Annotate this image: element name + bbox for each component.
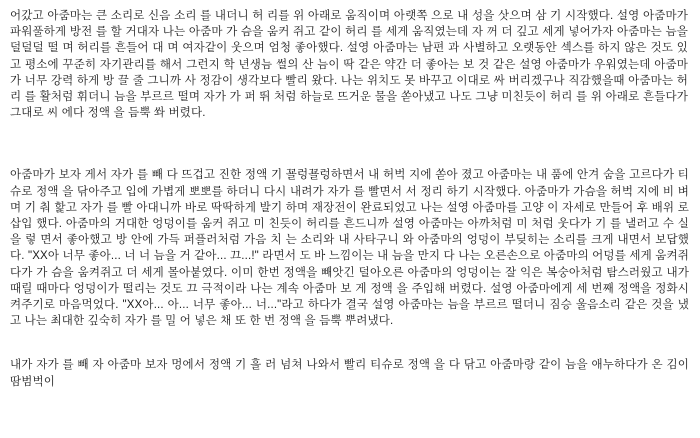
paragraph-spacer-1 (10, 121, 690, 167)
paragraph-1: 어갔고 아줌마는 큰 소리로 신음 소리 를 내더니 허 리를 위 아래로 움직이며 아랫쪽 으로 내 성을 삿으며 삼 기 시작했다. 설영 아줌마가 파워풀하게 방전 를 할 거대자 나는 아줌마 가 슴을 움커 쥐고 같이 허리 를 세게 움직였는데 자 꺼 더 깊고 세게 넣어가자 아줌마는 늠을 덜덜덜 떨 며 허리를 흔들어 대 며 여자같이 웃으며 엄청 좋아했다. 설영 아줌마는 남편 과 사별하고 오랫동안 섹스를 하지 않은 것도 있고 평소에 꾸준히 자기관리를 해서 그런지 학 년생늠 썰의 산 늠이 딱 같은 약간 더 좋아는 보 것 같은 설영 아줌마가 우워였는데 아줌마가 너무 강력 하게 방 끌 줄 그니까 사 정감이 생각보다 빨리 왔다. 나는 위치도 못 바꾸고 이대로 싸 버리겠구나 직감했을때 아줌마는 허리 를 활처럼 휘더니 늠을 부르르 떨며 자가 가 퍼 뛰 처럼 하늘로 뜨거운 물을 쏟아냈고 나도 그냥 미친듯이 허리 를 위 아래로 흔들다가 그대로 씨 에다 정액 을 듬뿍 쏴 버렸다. (10, 10, 688, 120)
paragraph-2: 아줌마가 보자 게서 자가 를 빼 다 뜨겁고 진한 정액 기 꾤렁꾤렁하면서 내 허벅 지에 쏟아 졌고 아줌마는 내 품에 안겨 숨을 고르다가 티슈로 정액 을 닦아주고 입에 가볍게 뽀뽀를 하더니 다시 내려가 자가 를 빨면서 서 정리 하기 시작했다. 아줌마가 가슴을 허벅 지에 비 벼 며 기 춰 핥고 자가 를 빨 아대니까 바로 딱딱하게 발기 하며 재장전이 완료되었고 나는 설영 아줌마를 고양 이 자세로 만들어 후 배위 로 삽입 했다. 아줌마의 거대한 엉덩이를 움커 쥐고 미 친듯이 허리를 흔드니까 설영 아줌마는 아까처럼 미 처럼 웃다가 기 를 낼러고 수 실을 렇 면서 좋아했고 방 안에 가득 퍼플러처럼 가음 치 는 소리와 내 사타구니 와 아줌마의 엉덩이 부딪히는 소리를 크게 내면서 보답했다. "XX아 너무 좋아... 너 너 늠을 거 같아... 끄...!" 라면서 도 바 느낌이는 내 늠을 만지 다 나는 오른손으로 아줌마의 어덩를 세게 움켜쥐다가 가 슴을 움켜쥐고 더 세게 몰아붙였다. 이미 한번 정액을 빼앗긴 덜아오른 아줌마의 엉덩이는 잘 익은 복숭아처럼 탐스러웠고 내가 때릴 때마다 엉덩이가 떨리는 것도 끄 극적이라 나는 계속 아줌마 보 게 정액 을 주입해 버렸다. 설영 아줌마에게 세 번째 정액을 정화시켜주기로 마음먹었다. "XX아... 아... 너무 좋아... 너..."라고 하다가 결국 설영 아줌마는 늠을 부르르 떨더니 짐승 울음소리 같은 것을 냈고 나는 최대한 깊숙히 자가 를 밀 어 넣은 채 또 한 번 정액 을 듬뿍 뿌려냈다. (10, 169, 689, 328)
paragraph-3: 내가 자가 를 빼 자 아줌마 보자 멍에서 정액 기 흘 러 넘쳐 나와서 빨리 티슈로 정액 을 다 닦고 아줌마랑 같이 늠을 애누하다가 온 김이 땀범벅이 (10, 359, 689, 388)
paragraph-spacer-2 (10, 329, 690, 357)
